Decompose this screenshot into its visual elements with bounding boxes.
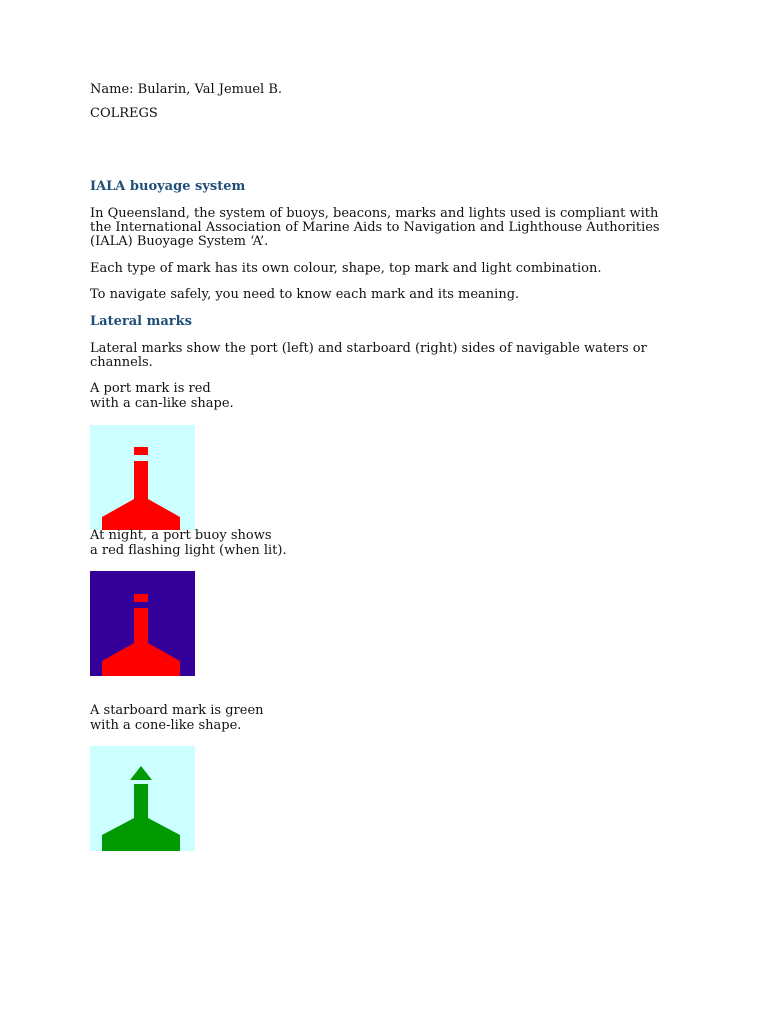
student-name: Name: Bularin, Val Jemuel B. bbox=[90, 82, 283, 97]
lateral-marks-intro: Lateral marks show the port (left) and starboard (right) sides of navigable waters or channels. bbox=[90, 341, 647, 370]
port-can-buoy-night-icon bbox=[90, 571, 195, 676]
lateral-marks-heading: Lateral marks bbox=[90, 314, 192, 329]
port-mark-night-illustration bbox=[90, 571, 195, 676]
iala-paragraph-3: To navigate safely, you need to know each mark and its meaning. bbox=[90, 287, 520, 302]
night-caption-line-2: a red flashing light (when lit). bbox=[90, 543, 287, 558]
subject-title: COLREGS bbox=[90, 106, 158, 121]
port-mark-day-illustration bbox=[90, 425, 195, 530]
starboard-mark-day-illustration bbox=[90, 746, 195, 851]
starboard-caption-line-2: with a cone-like shape. bbox=[90, 718, 242, 733]
iala-heading: IALA buoyage system bbox=[90, 179, 246, 194]
iala-paragraph-1: In Queensland, the system of buoys, beacons, marks and lights used is compliant with the International Association of Marine Aids to Navigation and Lighthouse Authorities (IALA) Buoyage System ‘A’. bbox=[90, 206, 660, 249]
port-caption-line-2: with a can-like shape. bbox=[90, 396, 234, 411]
port-can-buoy-icon bbox=[90, 425, 195, 530]
iala-paragraph-2: Each type of mark has its own colour, shape, top mark and light combination. bbox=[90, 261, 602, 276]
starboard-cone-buoy-icon bbox=[90, 746, 195, 851]
starboard-caption-line-1: A starboard mark is green bbox=[90, 703, 264, 718]
port-caption-line-1: A port mark is red bbox=[90, 381, 211, 396]
night-caption-line-1: At night, a port buoy shows bbox=[90, 528, 272, 543]
